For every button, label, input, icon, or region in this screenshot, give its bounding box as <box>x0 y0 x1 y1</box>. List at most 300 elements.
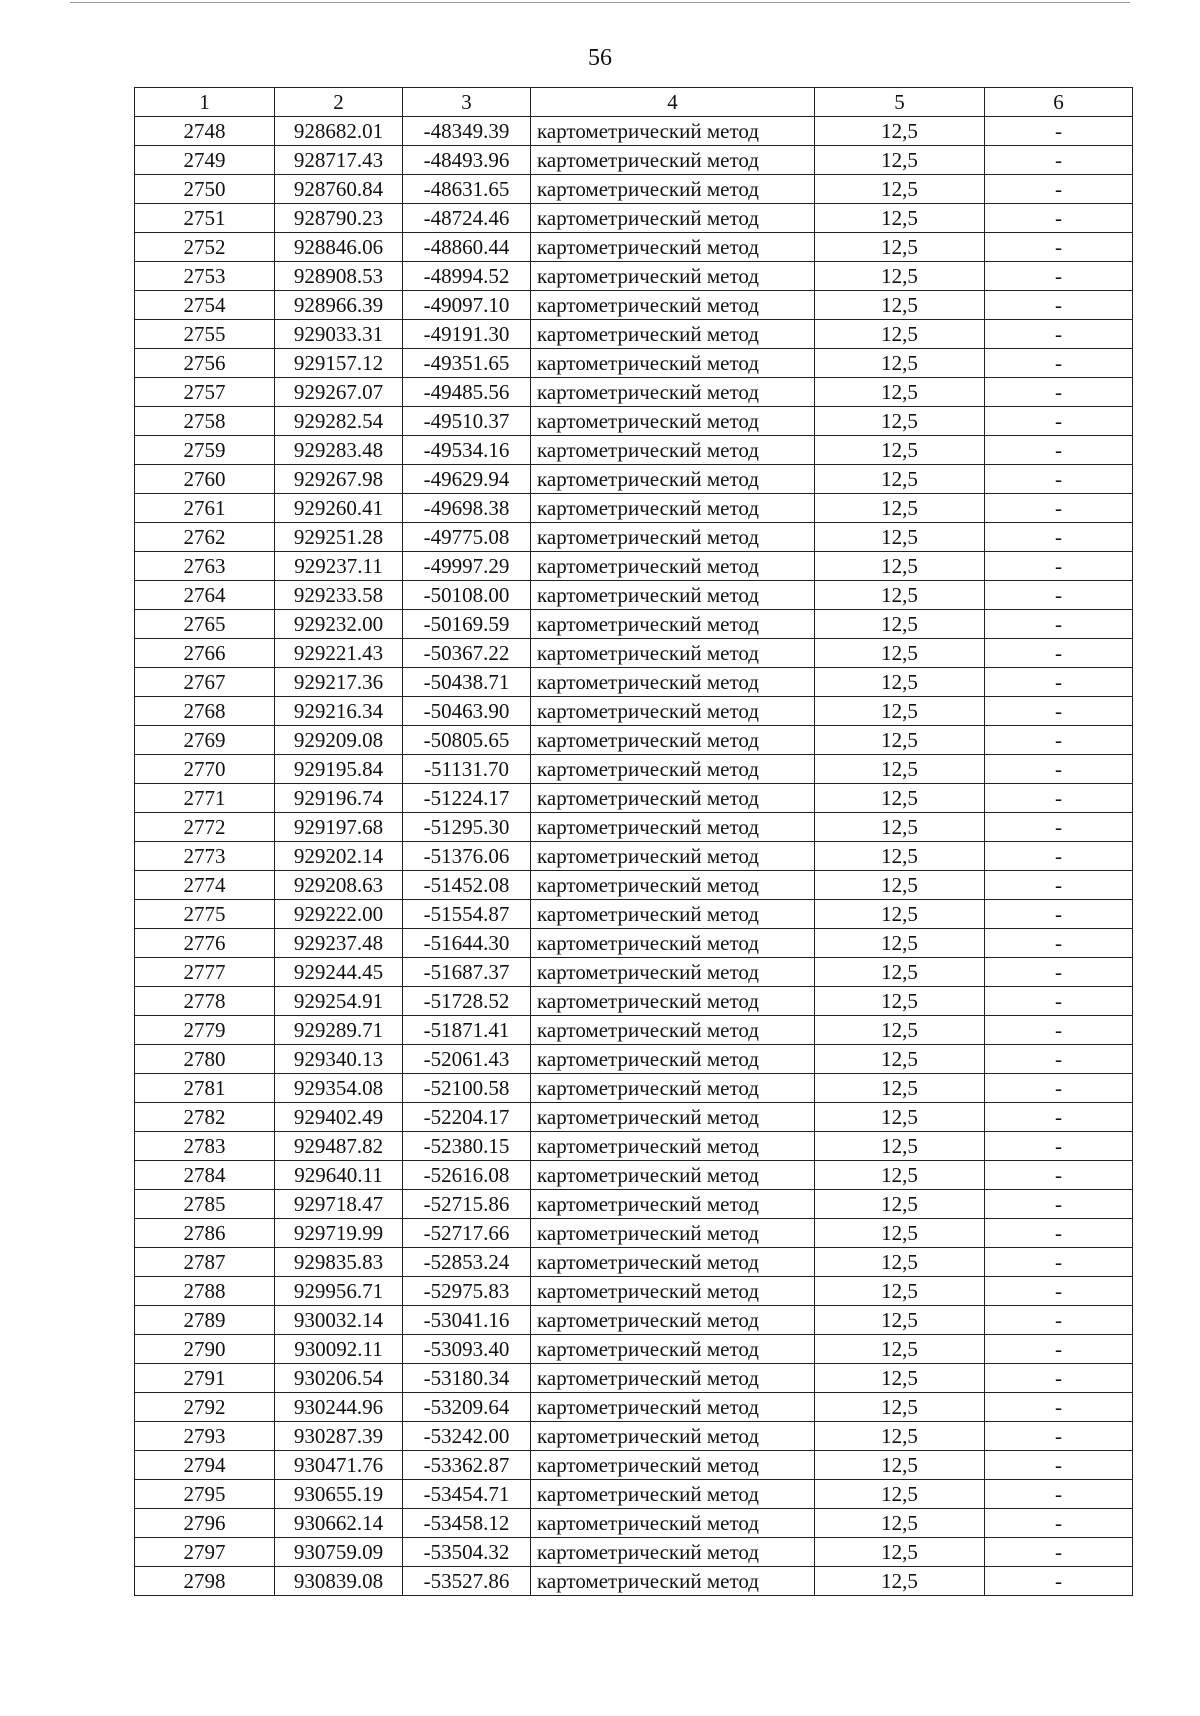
method-cell: картометрический метод <box>531 1132 815 1161</box>
accuracy-cell: 12,5 <box>815 1567 985 1596</box>
accuracy-cell: 12,5 <box>815 668 985 697</box>
method-cell: картометрический метод <box>531 1306 815 1335</box>
y-coordinate-cell: -52853.24 <box>403 1248 531 1277</box>
y-coordinate-cell: -52715.86 <box>403 1190 531 1219</box>
y-coordinate-cell: -51871.41 <box>403 1016 531 1045</box>
coordinates-table <box>134 87 1133 1596</box>
x-coordinate-cell: 929354.08 <box>275 1074 403 1103</box>
accuracy-cell: 12,5 <box>815 1422 985 1451</box>
table-row <box>135 813 1133 842</box>
point-number-cell: 2754 <box>135 291 275 320</box>
note-cell: - <box>985 842 1133 871</box>
point-number-cell: 2792 <box>135 1393 275 1422</box>
point-number-cell: 2765 <box>135 610 275 639</box>
point-number-cell: 2751 <box>135 204 275 233</box>
point-number-cell: 2797 <box>135 1538 275 1567</box>
table-row <box>135 1538 1133 1567</box>
point-number-cell: 2777 <box>135 958 275 987</box>
accuracy-cell: 12,5 <box>815 1074 985 1103</box>
y-coordinate-cell: -53209.64 <box>403 1393 531 1422</box>
accuracy-cell: 12,5 <box>815 1364 985 1393</box>
point-number-cell: 2773 <box>135 842 275 871</box>
note-cell: - <box>985 1451 1133 1480</box>
table-row <box>135 233 1133 262</box>
note-cell: - <box>985 146 1133 175</box>
note-cell: - <box>985 784 1133 813</box>
x-coordinate-cell: 930839.08 <box>275 1567 403 1596</box>
point-number-cell: 2796 <box>135 1509 275 1538</box>
table-row <box>135 1567 1133 1596</box>
point-number-cell: 2769 <box>135 726 275 755</box>
note-cell: - <box>985 1074 1133 1103</box>
column-header-1: 1 <box>135 88 275 117</box>
y-coordinate-cell: -49775.08 <box>403 523 531 552</box>
method-cell: картометрический метод <box>531 958 815 987</box>
x-coordinate-cell: 929289.71 <box>275 1016 403 1045</box>
note-cell: - <box>985 813 1133 842</box>
accuracy-cell: 12,5 <box>815 494 985 523</box>
y-coordinate-cell: -52616.08 <box>403 1161 531 1190</box>
y-coordinate-cell: -48493.96 <box>403 146 531 175</box>
column-header-4: 4 <box>531 88 815 117</box>
table-row <box>135 1509 1133 1538</box>
method-cell: картометрический метод <box>531 1538 815 1567</box>
accuracy-cell: 12,5 <box>815 146 985 175</box>
accuracy-cell: 12,5 <box>815 784 985 813</box>
y-coordinate-cell: -53527.86 <box>403 1567 531 1596</box>
y-coordinate-cell: -49997.29 <box>403 552 531 581</box>
y-coordinate-cell: -50438.71 <box>403 668 531 697</box>
method-cell: картометрический метод <box>531 639 815 668</box>
method-cell: картометрический метод <box>531 1016 815 1045</box>
table-row <box>135 1074 1133 1103</box>
point-number-cell: 2794 <box>135 1451 275 1480</box>
note-cell: - <box>985 378 1133 407</box>
note-cell: - <box>985 1306 1133 1335</box>
x-coordinate-cell: 929719.99 <box>275 1219 403 1248</box>
note-cell: - <box>985 262 1133 291</box>
method-cell: картометрический метод <box>531 581 815 610</box>
method-cell: картометрический метод <box>531 552 815 581</box>
accuracy-cell: 12,5 <box>815 958 985 987</box>
note-cell: - <box>985 204 1133 233</box>
x-coordinate-cell: 930092.11 <box>275 1335 403 1364</box>
method-cell: картометрический метод <box>531 1509 815 1538</box>
table-row <box>135 958 1133 987</box>
point-number-cell: 2775 <box>135 900 275 929</box>
method-cell: картометрический метод <box>531 349 815 378</box>
note-cell: - <box>985 1190 1133 1219</box>
point-number-cell: 2789 <box>135 1306 275 1335</box>
table-row <box>135 784 1133 813</box>
x-coordinate-cell: 929956.71 <box>275 1277 403 1306</box>
x-coordinate-cell: 928966.39 <box>275 291 403 320</box>
y-coordinate-cell: -51224.17 <box>403 784 531 813</box>
table-row <box>135 146 1133 175</box>
accuracy-cell: 12,5 <box>815 1451 985 1480</box>
x-coordinate-cell: 929202.14 <box>275 842 403 871</box>
method-cell: картометрический метод <box>531 291 815 320</box>
point-number-cell: 2784 <box>135 1161 275 1190</box>
y-coordinate-cell: -51554.87 <box>403 900 531 929</box>
note-cell: - <box>985 552 1133 581</box>
accuracy-cell: 12,5 <box>815 349 985 378</box>
note-cell: - <box>985 1567 1133 1596</box>
method-cell: картометрический метод <box>531 1335 815 1364</box>
table-row <box>135 639 1133 668</box>
accuracy-cell: 12,5 <box>815 378 985 407</box>
accuracy-cell: 12,5 <box>815 1219 985 1248</box>
method-cell: картометрический метод <box>531 987 815 1016</box>
x-coordinate-cell: 929251.28 <box>275 523 403 552</box>
x-coordinate-cell: 929260.41 <box>275 494 403 523</box>
y-coordinate-cell: -49534.16 <box>403 436 531 465</box>
x-coordinate-cell: 929195.84 <box>275 755 403 784</box>
x-coordinate-cell: 929216.34 <box>275 697 403 726</box>
accuracy-cell: 12,5 <box>815 697 985 726</box>
method-cell: картометрический метод <box>531 1393 815 1422</box>
note-cell: - <box>985 755 1133 784</box>
column-header-3: 3 <box>403 88 531 117</box>
x-coordinate-cell: 929217.36 <box>275 668 403 697</box>
x-coordinate-cell: 929267.98 <box>275 465 403 494</box>
note-cell: - <box>985 233 1133 262</box>
point-number-cell: 2761 <box>135 494 275 523</box>
method-cell: картометрический метод <box>531 1045 815 1074</box>
note-cell: - <box>985 465 1133 494</box>
accuracy-cell: 12,5 <box>815 465 985 494</box>
accuracy-cell: 12,5 <box>815 291 985 320</box>
note-cell: - <box>985 697 1133 726</box>
table-row <box>135 204 1133 233</box>
method-cell: картометрический метод <box>531 1219 815 1248</box>
x-coordinate-cell: 929244.45 <box>275 958 403 987</box>
x-coordinate-cell: 929221.43 <box>275 639 403 668</box>
table-row <box>135 494 1133 523</box>
method-cell: картометрический метод <box>531 1277 815 1306</box>
accuracy-cell: 12,5 <box>815 610 985 639</box>
y-coordinate-cell: -49629.94 <box>403 465 531 494</box>
y-coordinate-cell: -51687.37 <box>403 958 531 987</box>
accuracy-cell: 12,5 <box>815 813 985 842</box>
y-coordinate-cell: -49485.56 <box>403 378 531 407</box>
method-cell: картометрический метод <box>531 929 815 958</box>
x-coordinate-cell: 929835.83 <box>275 1248 403 1277</box>
method-cell: картометрический метод <box>531 494 815 523</box>
header-row <box>135 88 1133 117</box>
x-coordinate-cell: 929233.58 <box>275 581 403 610</box>
x-coordinate-cell: 929640.11 <box>275 1161 403 1190</box>
note-cell: - <box>985 1538 1133 1567</box>
point-number-cell: 2785 <box>135 1190 275 1219</box>
method-cell: картометрический метод <box>531 320 815 349</box>
x-coordinate-cell: 929282.54 <box>275 407 403 436</box>
accuracy-cell: 12,5 <box>815 233 985 262</box>
point-number-cell: 2755 <box>135 320 275 349</box>
table-row <box>135 1190 1133 1219</box>
y-coordinate-cell: -51131.70 <box>403 755 531 784</box>
point-number-cell: 2793 <box>135 1422 275 1451</box>
method-cell: картометрический метод <box>531 233 815 262</box>
method-cell: картометрический метод <box>531 1074 815 1103</box>
table-row <box>135 1248 1133 1277</box>
point-number-cell: 2787 <box>135 1248 275 1277</box>
method-cell: картометрический метод <box>531 1364 815 1393</box>
y-coordinate-cell: -50108.00 <box>403 581 531 610</box>
accuracy-cell: 12,5 <box>815 204 985 233</box>
point-number-cell: 2753 <box>135 262 275 291</box>
y-coordinate-cell: -49191.30 <box>403 320 531 349</box>
method-cell: картометрический метод <box>531 871 815 900</box>
table-row <box>135 1451 1133 1480</box>
note-cell: - <box>985 1103 1133 1132</box>
y-coordinate-cell: -48860.44 <box>403 233 531 262</box>
x-coordinate-cell: 929340.13 <box>275 1045 403 1074</box>
y-coordinate-cell: -53242.00 <box>403 1422 531 1451</box>
note-cell: - <box>985 494 1133 523</box>
method-cell: картометрический метод <box>531 1567 815 1596</box>
accuracy-cell: 12,5 <box>815 175 985 204</box>
table-row <box>135 349 1133 378</box>
x-coordinate-cell: 929209.08 <box>275 726 403 755</box>
method-cell: картометрический метод <box>531 1451 815 1480</box>
y-coordinate-cell: -50169.59 <box>403 610 531 639</box>
x-coordinate-cell: 929237.48 <box>275 929 403 958</box>
point-number-cell: 2779 <box>135 1016 275 1045</box>
table-row <box>135 987 1133 1016</box>
accuracy-cell: 12,5 <box>815 320 985 349</box>
y-coordinate-cell: -51728.52 <box>403 987 531 1016</box>
note-cell: - <box>985 436 1133 465</box>
note-cell: - <box>985 1480 1133 1509</box>
x-coordinate-cell: 928717.43 <box>275 146 403 175</box>
accuracy-cell: 12,5 <box>815 1190 985 1219</box>
note-cell: - <box>985 1393 1133 1422</box>
table-row <box>135 929 1133 958</box>
accuracy-cell: 12,5 <box>815 1161 985 1190</box>
table-row <box>135 1422 1133 1451</box>
x-coordinate-cell: 929157.12 <box>275 349 403 378</box>
accuracy-cell: 12,5 <box>815 871 985 900</box>
x-coordinate-cell: 929487.82 <box>275 1132 403 1161</box>
x-coordinate-cell: 930759.09 <box>275 1538 403 1567</box>
note-cell: - <box>985 175 1133 204</box>
table-row <box>135 726 1133 755</box>
note-cell: - <box>985 407 1133 436</box>
point-number-cell: 2749 <box>135 146 275 175</box>
x-coordinate-cell: 929196.74 <box>275 784 403 813</box>
table-row <box>135 1306 1133 1335</box>
method-cell: картометрический метод <box>531 523 815 552</box>
point-number-cell: 2781 <box>135 1074 275 1103</box>
table-row <box>135 697 1133 726</box>
note-cell: - <box>985 1161 1133 1190</box>
accuracy-cell: 12,5 <box>815 987 985 1016</box>
x-coordinate-cell: 929402.49 <box>275 1103 403 1132</box>
y-coordinate-cell: -51376.06 <box>403 842 531 871</box>
x-coordinate-cell: 930206.54 <box>275 1364 403 1393</box>
method-cell: картометрический метод <box>531 813 815 842</box>
table-row <box>135 175 1133 204</box>
accuracy-cell: 12,5 <box>815 929 985 958</box>
x-coordinate-cell: 929222.00 <box>275 900 403 929</box>
method-cell: картометрический метод <box>531 900 815 929</box>
point-number-cell: 2762 <box>135 523 275 552</box>
point-number-cell: 2759 <box>135 436 275 465</box>
column-header-5: 5 <box>815 88 985 117</box>
note-cell: - <box>985 1248 1133 1277</box>
x-coordinate-cell: 928846.06 <box>275 233 403 262</box>
accuracy-cell: 12,5 <box>815 1393 985 1422</box>
point-number-cell: 2766 <box>135 639 275 668</box>
y-coordinate-cell: -49351.65 <box>403 349 531 378</box>
method-cell: картометрический метод <box>531 842 815 871</box>
accuracy-cell: 12,5 <box>815 1045 985 1074</box>
accuracy-cell: 12,5 <box>815 842 985 871</box>
x-coordinate-cell: 930655.19 <box>275 1480 403 1509</box>
table-row <box>135 871 1133 900</box>
x-coordinate-cell: 930287.39 <box>275 1422 403 1451</box>
point-number-cell: 2791 <box>135 1364 275 1393</box>
table-row <box>135 1480 1133 1509</box>
accuracy-cell: 12,5 <box>815 1480 985 1509</box>
method-cell: картометрический метод <box>531 378 815 407</box>
note-cell: - <box>985 1335 1133 1364</box>
y-coordinate-cell: -53454.71 <box>403 1480 531 1509</box>
accuracy-cell: 12,5 <box>815 552 985 581</box>
y-coordinate-cell: -51644.30 <box>403 929 531 958</box>
table-row <box>135 378 1133 407</box>
note-cell: - <box>985 929 1133 958</box>
note-cell: - <box>985 1016 1133 1045</box>
note-cell: - <box>985 1422 1133 1451</box>
accuracy-cell: 12,5 <box>815 436 985 465</box>
x-coordinate-cell: 929283.48 <box>275 436 403 465</box>
x-coordinate-cell: 930662.14 <box>275 1509 403 1538</box>
y-coordinate-cell: -48724.46 <box>403 204 531 233</box>
table-row <box>135 1219 1133 1248</box>
table-row <box>135 291 1133 320</box>
table-row <box>135 262 1133 291</box>
y-coordinate-cell: -48994.52 <box>403 262 531 291</box>
accuracy-cell: 12,5 <box>815 1306 985 1335</box>
table-row <box>135 1335 1133 1364</box>
accuracy-cell: 12,5 <box>815 1538 985 1567</box>
y-coordinate-cell: -52975.83 <box>403 1277 531 1306</box>
point-number-cell: 2782 <box>135 1103 275 1132</box>
method-cell: картометрический метод <box>531 1190 815 1219</box>
table-body <box>135 117 1133 1596</box>
x-coordinate-cell: 928760.84 <box>275 175 403 204</box>
x-coordinate-cell: 928682.01 <box>275 117 403 146</box>
note-cell: - <box>985 349 1133 378</box>
x-coordinate-cell: 930471.76 <box>275 1451 403 1480</box>
table-row <box>135 1103 1133 1132</box>
method-cell: картометрический метод <box>531 117 815 146</box>
y-coordinate-cell: -52204.17 <box>403 1103 531 1132</box>
method-cell: картометрический метод <box>531 726 815 755</box>
y-coordinate-cell: -53504.32 <box>403 1538 531 1567</box>
note-cell: - <box>985 291 1133 320</box>
point-number-cell: 2776 <box>135 929 275 958</box>
accuracy-cell: 12,5 <box>815 581 985 610</box>
point-number-cell: 2752 <box>135 233 275 262</box>
y-coordinate-cell: -53180.34 <box>403 1364 531 1393</box>
accuracy-cell: 12,5 <box>815 639 985 668</box>
table-row <box>135 1393 1133 1422</box>
table-row <box>135 668 1133 697</box>
point-number-cell: 2780 <box>135 1045 275 1074</box>
table-row <box>135 465 1133 494</box>
note-cell: - <box>985 320 1133 349</box>
note-cell: - <box>985 726 1133 755</box>
point-number-cell: 2771 <box>135 784 275 813</box>
x-coordinate-cell: 930032.14 <box>275 1306 403 1335</box>
note-cell: - <box>985 900 1133 929</box>
point-number-cell: 2795 <box>135 1480 275 1509</box>
table-row <box>135 1132 1133 1161</box>
table-row <box>135 842 1133 871</box>
point-number-cell: 2756 <box>135 349 275 378</box>
x-coordinate-cell: 928908.53 <box>275 262 403 291</box>
table-row <box>135 320 1133 349</box>
method-cell: картометрический метод <box>531 465 815 494</box>
table-row <box>135 1016 1133 1045</box>
x-coordinate-cell: 930244.96 <box>275 1393 403 1422</box>
table-row <box>135 581 1133 610</box>
x-coordinate-cell: 928790.23 <box>275 204 403 233</box>
note-cell: - <box>985 1219 1133 1248</box>
accuracy-cell: 12,5 <box>815 1509 985 1538</box>
table-row <box>135 610 1133 639</box>
table-row <box>135 117 1133 146</box>
note-cell: - <box>985 987 1133 1016</box>
table-row <box>135 1045 1133 1074</box>
x-coordinate-cell: 929232.00 <box>275 610 403 639</box>
note-cell: - <box>985 1132 1133 1161</box>
y-coordinate-cell: -52100.58 <box>403 1074 531 1103</box>
y-coordinate-cell: -51452.08 <box>403 871 531 900</box>
table-row <box>135 900 1133 929</box>
point-number-cell: 2798 <box>135 1567 275 1596</box>
note-cell: - <box>985 1045 1133 1074</box>
point-number-cell: 2767 <box>135 668 275 697</box>
method-cell: картометрический метод <box>531 610 815 639</box>
table-row <box>135 1364 1133 1393</box>
accuracy-cell: 12,5 <box>815 407 985 436</box>
x-coordinate-cell: 929267.07 <box>275 378 403 407</box>
accuracy-cell: 12,5 <box>815 1248 985 1277</box>
note-cell: - <box>985 581 1133 610</box>
method-cell: картометрический метод <box>531 755 815 784</box>
y-coordinate-cell: -53093.40 <box>403 1335 531 1364</box>
x-coordinate-cell: 929197.68 <box>275 813 403 842</box>
note-cell: - <box>985 1277 1133 1306</box>
y-coordinate-cell: -51295.30 <box>403 813 531 842</box>
accuracy-cell: 12,5 <box>815 1103 985 1132</box>
point-number-cell: 2786 <box>135 1219 275 1248</box>
y-coordinate-cell: -49698.38 <box>403 494 531 523</box>
method-cell: картометрический метод <box>531 1161 815 1190</box>
note-cell: - <box>985 871 1133 900</box>
point-number-cell: 2748 <box>135 117 275 146</box>
point-number-cell: 2788 <box>135 1277 275 1306</box>
y-coordinate-cell: -50463.90 <box>403 697 531 726</box>
note-cell: - <box>985 1509 1133 1538</box>
y-coordinate-cell: -53458.12 <box>403 1509 531 1538</box>
table-row <box>135 755 1133 784</box>
method-cell: картометрический метод <box>531 1248 815 1277</box>
